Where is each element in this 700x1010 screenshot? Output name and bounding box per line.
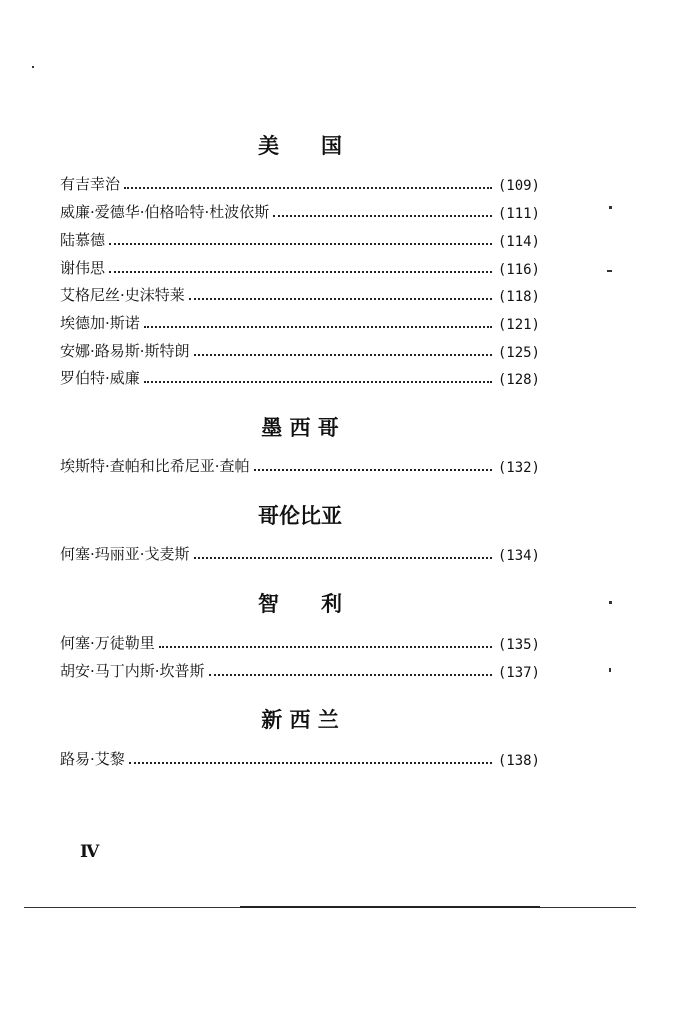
entry-page-number: (111) [497, 206, 540, 222]
entry-page-number: (121) [497, 317, 540, 333]
folio-page-number: Ⅳ [80, 842, 100, 862]
entry-page-number: (132) [497, 460, 540, 476]
entry-name: 谢伟思 [60, 259, 106, 277]
dot-leader [144, 381, 492, 383]
scan-speck [609, 668, 611, 672]
bottom-rule-thick [240, 906, 540, 908]
toc-entry [60, 309, 540, 333]
entry-name: 艾格尼丝·史沫特莱 [60, 286, 185, 304]
section-heading-chile: 智 利 [258, 592, 342, 616]
toc-entry [60, 540, 540, 564]
section-heading-mexico: 墨 西 哥 [261, 416, 339, 440]
toc-entry [60, 281, 540, 305]
entry-page-number: (114) [497, 234, 540, 250]
entry-name: 威廉·爱德华·伯格哈特·杜波依斯 [60, 203, 270, 221]
entry-page-number: (125) [497, 345, 540, 361]
entry-name: 安娜·路易斯·斯特朗 [60, 342, 190, 360]
scan-speck [32, 66, 34, 68]
dot-leader [144, 326, 492, 328]
toc-entry [60, 364, 540, 388]
entry-page-number: (137) [497, 665, 540, 681]
entry-page-number: (138) [497, 753, 540, 769]
entry-page-number: (134) [497, 548, 540, 564]
entry-name: 路易·艾黎 [60, 750, 125, 768]
dot-leader [109, 271, 492, 273]
entry-name: 胡安·马丁内斯·坎普斯 [60, 662, 205, 680]
toc-entry [60, 170, 540, 194]
toc-entry [60, 226, 540, 250]
dot-leader [273, 215, 492, 217]
toc-entry [60, 337, 540, 361]
dot-leader [189, 298, 492, 300]
dot-leader [124, 187, 492, 189]
toc-entry [60, 254, 540, 278]
entry-name: 罗伯特·威廉 [60, 369, 140, 387]
dot-leader [109, 243, 492, 245]
section-heading-new-zealand: 新 西 兰 [261, 708, 339, 732]
entry-page-number: (118) [497, 289, 540, 305]
section-heading-colombia: 哥伦比亚 [258, 504, 342, 528]
dot-leader [194, 354, 492, 356]
dot-leader [129, 762, 492, 764]
entry-name: 何塞·玛丽亚·戈麦斯 [60, 545, 190, 563]
section-heading-usa: 美 国 [258, 134, 342, 158]
toc-entry [60, 657, 540, 681]
entry-name: 埃德加·斯诺 [60, 314, 140, 332]
dot-leader [194, 557, 492, 559]
dot-leader [159, 646, 492, 648]
scan-speck [609, 206, 612, 209]
entry-page-number: (116) [497, 262, 540, 278]
scan-speck [607, 270, 612, 272]
entry-name: 埃斯特·查帕和比希尼亚·查帕 [60, 457, 250, 475]
toc-entry [60, 452, 540, 476]
entry-page-number: (135) [497, 637, 540, 653]
toc-entry [60, 198, 540, 222]
scan-speck [609, 601, 612, 604]
entry-name: 陆慕德 [60, 231, 106, 249]
entry-page-number: (109) [497, 178, 540, 194]
toc-entry [60, 629, 540, 653]
dot-leader [209, 674, 492, 676]
entry-name: 何塞·万徒勒里 [60, 634, 155, 652]
entry-page-number: (128) [497, 372, 540, 388]
dot-leader [254, 469, 492, 471]
toc-entry [60, 745, 540, 769]
entry-name: 有吉幸治 [60, 175, 121, 193]
